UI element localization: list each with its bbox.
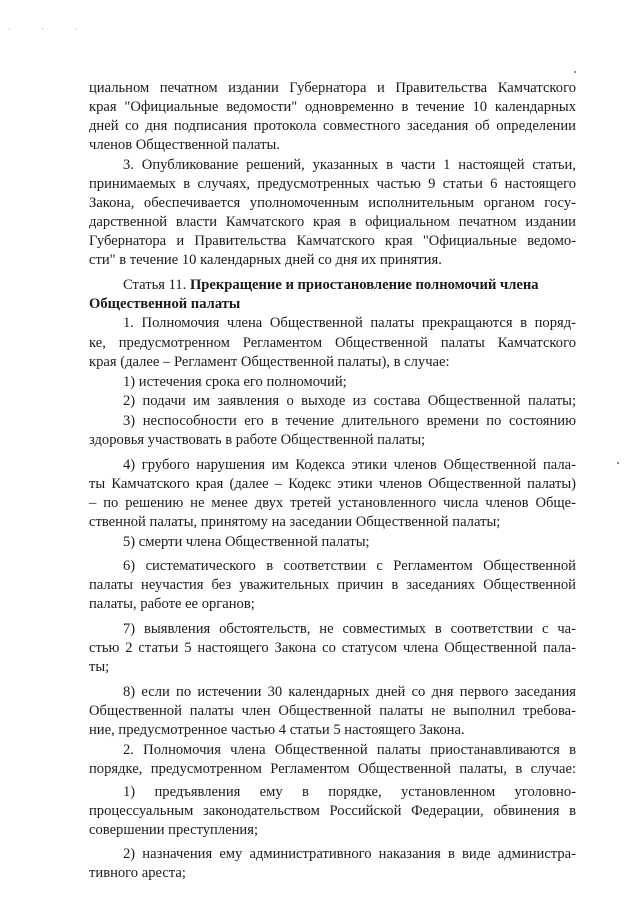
list-item: 6) систематического в соответствии с Регламентом Общественной [123, 558, 576, 574]
list-item: 4) грубого нарушения им Кодекса этики членов Общественной пала- [123, 457, 576, 473]
paragraph-start: 2. Полномочия члена Общественной палаты приостанавливаются в [123, 742, 576, 758]
text-line: палаты, работе ее органов; [89, 596, 255, 612]
text-line: ние, предусмотренное частью 4 статьи 5 настоящего Закона. [89, 722, 465, 738]
text-line: дней со дня подписания протокола совместного заседания об определении [89, 118, 576, 134]
text-line: здоровья участвовать в работе Общественной палаты; [89, 432, 426, 448]
list-item: 1) предъявления ему в порядке, установленном уголовно- [123, 784, 576, 800]
text-line: порядке, предусмотренном Регламентом Общественной палаты, в случае: [89, 761, 576, 777]
text-line: ке, предусмотренном Регламентом Общественной палаты Камчатского [89, 335, 576, 351]
text-line: Общественной палаты член Общественной палаты не выполнил требова- [89, 703, 576, 719]
scan-dot [617, 462, 619, 464]
text-line: совершении преступления; [89, 822, 259, 838]
text-line: тивного ареста; [89, 865, 186, 881]
text-line: стью 2 статьи 5 настоящего Закона со статусом члена Общественной пала- [89, 640, 576, 656]
text-line: членов Общественной палаты. [89, 137, 280, 153]
text-line: процессуальным законодательством Российской Федерации, обвинения в [89, 803, 576, 819]
text-line: дарственной власти Камчатского края в официальном печатном издании [89, 214, 576, 230]
article-heading-continued: Общественной палаты [89, 296, 241, 312]
scan-specks: · · · [8, 24, 92, 34]
text-line: ты Камчатского края (далее – Кодекс этики членов Общественной палаты) [89, 476, 576, 492]
paragraph-start: 1. Полномочия члена Общественной палаты прекращаются в поряд- [123, 315, 576, 331]
list-item: 2) назначения ему административного наказания в виде администра- [123, 846, 576, 862]
list-item: 3) неспособности его в течение длительного времени по состоянию [123, 413, 576, 429]
scan-dot [574, 71, 576, 73]
text-line: ственной палаты, принятому на заседании Общественной палаты; [89, 514, 501, 530]
text-line: палаты неучастия без уважительных причин в заседаниях Общественной [89, 577, 576, 593]
text-line: – по решению не менее двух третей установленного числа членов Обще- [89, 495, 576, 511]
article-heading [123, 276, 576, 295]
list-item: 2) подачи им заявления о выходе из состава Общественной палаты; [123, 393, 576, 409]
text-line: края "Официальные ведомости" одновременно в течение 10 календарных [89, 99, 576, 115]
list-item: 8) если по истечении 30 календарных дней со дня первого заседания [123, 684, 576, 700]
text-line: ты; [89, 659, 110, 675]
text-line: принимаемых в случаях, предусмотренных частью 9 статьи 6 настоящего [89, 176, 576, 192]
paragraph-start: 3. Опубликование решений, указанных в части 1 настоящей статьи, [123, 157, 576, 173]
text-line: сти" в течение 10 календарных дней со дня их принятия. [89, 252, 442, 268]
list-item: 5) смерти члена Общественной палаты; [123, 534, 370, 550]
text-line: Губернатора и Правительства Камчатского края "Официальные ведомо- [89, 233, 576, 249]
article-heading-text: Статья 11. Прекращение и приостановление полномочий члена [123, 277, 539, 293]
text-line: края (далее – Регламент Общественной палаты), в случае: [89, 354, 450, 370]
list-item: 1) истечения срока его полномочий; [123, 374, 347, 390]
text-line: циальном печатном издании Губернатора и Правительства Камчатского [89, 80, 576, 96]
text-line: Закона, обеспечивается уполномоченным исполнительным органом госу- [89, 195, 576, 211]
list-item: 7) выявления обстоятельств, не совместимых в соответствии с ча- [123, 621, 576, 637]
